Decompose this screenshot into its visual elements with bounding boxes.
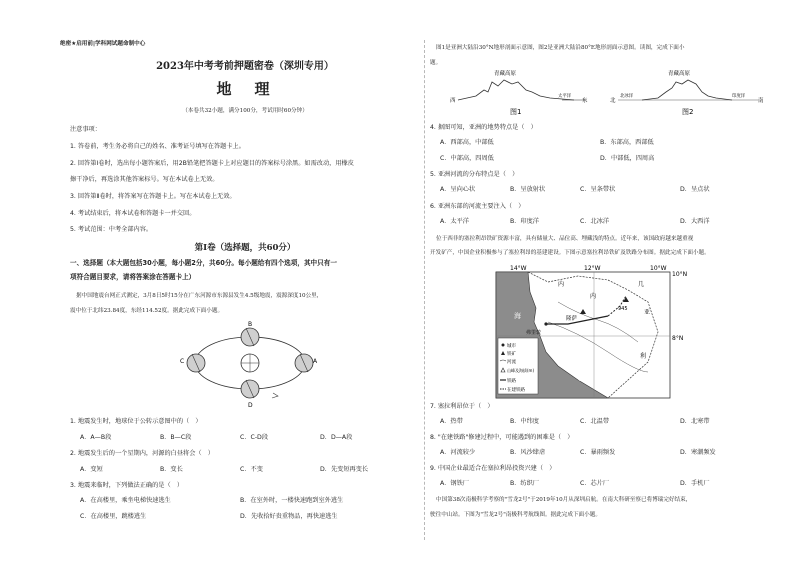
earth-d-icon [241,380,259,398]
legend-city: 城市 [507,344,516,349]
q5-option-a[interactable]: A．呈向心状 [440,186,476,193]
q6-option-a[interactable]: A．太平洋 [440,218,469,225]
q1-stem: 1. 地震发生时，地球位于公转示意图中的（ ） [70,418,202,425]
map-country-a: 内 [590,293,597,300]
map-lon-left: 14°W [510,265,527,272]
part1-heading: 第Ⅰ卷（选择题，共60分） [194,243,296,253]
q2-option-a[interactable]: A．变短 [80,466,103,473]
q4-option-a[interactable]: A．西部高，中部低 [440,139,494,146]
q3-option-d[interactable]: D．先收拾好贵重物品，再快速逃生 [240,513,338,520]
fig2-caption: 图2 [682,108,694,116]
q3-options-row1 [80,497,410,505]
label-b: B [248,321,253,328]
fig2-north: 北 [610,98,616,104]
left-column [60,0,420,562]
q9-options [440,480,750,488]
map-interior-4: 利 [640,353,647,360]
figure-1-profile [446,66,596,118]
note-5: 5. 考试范围：中考全部内容。 [70,226,153,233]
q3-options-row2 [80,513,410,521]
q2-option-b[interactable]: B．变长 [160,466,183,473]
q7-option-b[interactable]: B．中纬度 [510,418,539,425]
figure-2-profile [608,66,768,118]
q1-option-d[interactable]: D．D—A段 [320,434,353,441]
map-interior-3: 亚 [644,309,651,316]
note-2: 2. 回答第Ⅰ卷时，选出每小题答案后，用2B铅笔把答题卡上对应题目的答案标号涂黑。如需改动，用橡皮 [70,160,354,167]
earth-b-icon [241,328,259,346]
map-sea-label: 海 [514,312,521,320]
q7-option-a[interactable]: A．热带 [440,418,463,425]
right-intro2-2: 开发矿产，中国企业积极参与了塞拉利昂的基建建设。下图示意塞拉利昂铁矿及铁路分布图。据此完成下面小题。 [430,250,710,256]
q4-stem: 4. 据图可知，亚洲的地势特点是（ ） [430,124,537,131]
section1-heading-cont: 项符合题目要求，请将答案涂在答题卡上） [70,273,196,281]
fig2-ocean-s: 印度洋 [732,94,746,99]
q9-option-d[interactable]: D．手机厂 [680,480,710,487]
exam-title: 2023年中考考前押题密卷（深圳专用） [156,61,334,72]
q8-option-c[interactable]: C．暴雨频发 [580,449,616,456]
intro-left-2: 震中位于北纬23.84度，东经114.52度。据此完成下面小题。 [70,308,224,314]
map-lon-mid: 12°W [584,265,601,272]
map-port: 弗里敦 [526,330,542,336]
map-peak: 945 [618,306,628,312]
legend-iron: 铁矿 [507,352,516,357]
q7-option-d[interactable]: D．北寒带 [680,418,710,425]
fig1-east: 东 [582,98,588,104]
label-d: D [248,402,253,408]
q4-options-row1 [440,139,750,147]
q1-option-a[interactable]: A．A—B段 [80,434,112,441]
column-divider [424,40,425,540]
label-c: C [180,358,185,365]
q8-option-d[interactable]: D．寒潮频发 [680,449,716,456]
watermark: 绝密★启用前|学科网试题命制中心 [60,41,146,47]
q4-option-c[interactable]: C．中部高，四周低 [440,155,494,162]
fig1-caption: 图1 [510,108,522,116]
q2-stem: 2. 地震发生后的一个星期内，河源的白昼将会（ ） [70,450,214,457]
map-interior-2: 几 [638,281,645,288]
q9-option-a[interactable]: A．钢铁厂 [440,480,469,487]
q2-options [80,466,410,474]
exam-info: （本卷共32小题，满分100分，考试用时60分钟） [182,108,308,114]
q6-option-d[interactable]: D．大西洋 [680,218,710,225]
map-lat-bottom: 8°N [672,335,684,342]
q3-stem: 3. 地震来临时，下列做法正确的是（ ） [70,482,184,489]
q1-option-b[interactable]: B．B—C段 [160,434,192,441]
legend-railway-construction: 在建铁路 [507,388,525,393]
q4-option-b[interactable]: B．东部高，西部低 [600,139,654,146]
right-intro2-1: 位于西非的塞拉利昂铁矿资源丰富，具有储量大、品位高、埋藏浅的特点。近年来，该国政府越来越重视 [436,236,694,242]
note-1: 1. 答卷前，考生务必将自己的姓名、准考证号填写在答题卡上。 [70,143,245,150]
notes-heading: 注意事项： [70,126,101,133]
q6-option-c[interactable]: C．北冰洋 [580,218,610,225]
note-2-cont: 擦干净后，再选涂其他答案标号。写在本试卷上无效。 [70,176,219,183]
right-intro-2: 题。 [430,60,442,66]
label-a: A [313,358,318,365]
q8-option-a[interactable]: A．河流较少 [440,449,476,456]
fig1-profile-line [458,80,574,100]
q3-option-a[interactable]: A．在高楼里，乘坐电梯快速逃生 [80,497,171,504]
intro-left-1: 据中国地震台网正式测定，3月8日5时15分在广东河源市东源县发生4.5级地震，震源深度10公里， [76,293,323,299]
earth-c-icon [187,354,205,372]
map-lon-right: 10°W [650,265,667,272]
q2-option-c[interactable]: C．不变 [240,466,263,473]
legend-river: 河流 [507,360,516,365]
orbit-diagram [180,318,320,408]
right-outro-2: 驶往中山站。下图为"雪龙2号"南极科考航线图。据此完成下面小题。 [430,512,601,518]
q1-options [80,434,400,442]
q5-options [440,186,750,194]
map-city-main: 隆萨 [566,316,578,322]
fig2-peak-label: 青藏高原 [668,71,691,77]
q8-stem: 8. "在建铁路"修建过程中，可能遇到的困难是（ ） [430,434,574,441]
q7-options [440,418,750,426]
q9-option-c[interactable]: C．芯片厂 [580,480,610,487]
q5-option-c[interactable]: C．呈条带状 [580,186,616,193]
q7-stem: 7. 塞拉利昂位于（ ） [430,403,494,410]
subject-title: 地 理 [216,80,274,98]
right-column [430,0,775,562]
fig2-ocean-n: 北冰洋 [620,94,634,99]
map-lat-top: 10°N [672,271,688,278]
section1-heading: 一、选择题（本大题包括30小题，每小题2分，共60分。每小题给有四个选项，其中只有一 [70,259,337,267]
q7-option-c[interactable]: C．北温带 [580,418,610,425]
map-ocean-label: 洋 [578,374,585,382]
earth-a-icon [295,354,313,372]
sierra-leone-map [488,262,698,402]
q9-option-b[interactable]: B．纺织厂 [510,480,539,487]
fig1-west: 西 [450,98,456,104]
q8-option-b[interactable]: B．风沙肆虐 [510,449,546,456]
map-legend [498,338,538,394]
fig2-south: 南 [758,98,764,104]
fig1-sea: 太平洋 [558,94,572,99]
q3-option-b[interactable]: B．在室外时，一楼快速跑到室外逃生 [240,497,344,504]
legend-railway: 铁路 [507,379,516,384]
note-3: 3. 回答第Ⅱ卷时，将答案写在答题卡上。写在本试卷上无效。 [70,193,236,200]
fig2-profile-line [642,80,732,100]
q5-option-d[interactable]: D．呈点状 [680,186,710,193]
map-interior-1: 内 [558,281,565,288]
q1-option-c[interactable]: C．C-D段 [240,434,269,441]
q6-options [440,218,750,226]
q8-options [440,449,750,457]
q9-stem: 9. 中国企业最适合在塞拉利昂投资兴建（ ） [430,465,556,472]
right-outro-1: 中国第38次南极科学考察的"雪龙2号"于2019年10月从深圳启航。在南大科研至察已将博瑞完好结束， [436,497,692,503]
q4-options-row2 [440,155,750,163]
fig1-peak-label: 青藏高原 [494,71,517,77]
q5-stem: 5. 亚洲河流的分布特点是（ ） [430,171,519,178]
q2-option-d[interactable]: D．先变短再变长 [320,466,369,473]
q6-option-b[interactable]: B．印度洋 [510,218,539,225]
q4-option-d[interactable]: D．中部低，四周高 [600,155,655,162]
q5-option-b[interactable]: B．呈放射状 [510,186,546,193]
q6-stem: 6. 亚洲东部的河流主要注入（ ） [430,203,525,210]
right-intro-1: 图1是亚洲大陆沿30°N地形剖面示意图，图2是亚洲大陆沿80°E地形剖面示意图。读图，完成下面小 [436,45,685,51]
note-4: 4. 考试结束后，将本试卷和答题卡一并交回。 [70,210,196,217]
port-city-icon [544,322,547,325]
q3-option-c[interactable]: C．在高楼里，跳楼逃生 [80,513,147,520]
arrow-icon [272,393,278,398]
legend-peak: 山峰及海拔(m) [507,368,535,373]
